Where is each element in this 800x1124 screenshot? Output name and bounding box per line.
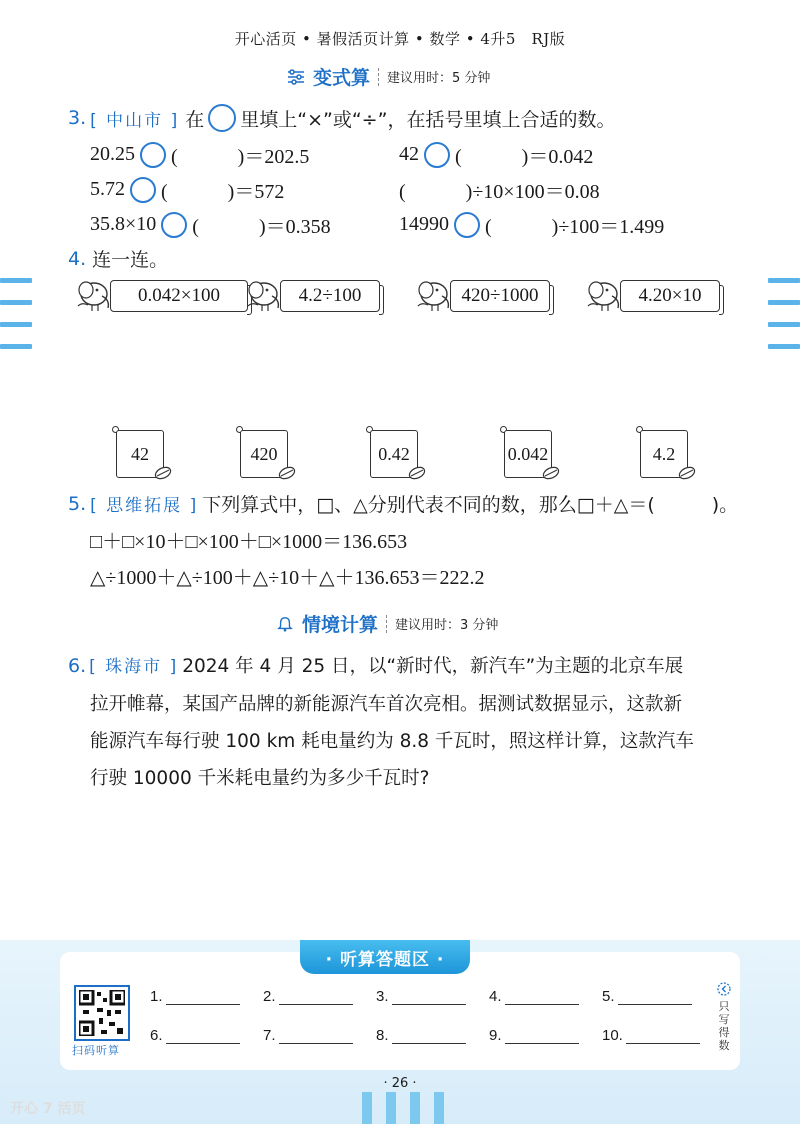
question-text-before: 在 <box>185 108 205 131</box>
equation-right: ( )＝0.042 <box>455 146 594 168</box>
blank-number: 1. <box>150 988 163 1005</box>
answer-blank[interactable] <box>263 1027 376 1044</box>
bell-icon <box>276 616 294 632</box>
blank-line <box>392 1028 466 1044</box>
operator-circle[interactable] <box>130 177 156 203</box>
answer-blank[interactable] <box>376 1027 489 1044</box>
equation-row2-a <box>90 175 284 204</box>
blank-line <box>279 1028 353 1044</box>
equation-right: ( )÷100＝1.499 <box>485 216 665 238</box>
equation-row1-b <box>399 140 593 169</box>
blank-number: 3. <box>376 988 389 1005</box>
blank-line <box>392 989 466 1005</box>
answer-box[interactable] <box>504 430 552 480</box>
question-number: 5. <box>68 492 87 515</box>
answer-value: 4.2 <box>640 430 688 478</box>
equation-right: ( )＝572 <box>161 181 285 203</box>
answer-blank[interactable] <box>376 988 489 1005</box>
answer-box[interactable] <box>240 430 288 480</box>
only-write-note: 只写得数 <box>718 1000 730 1052</box>
card-expression: 0.042×100 <box>110 280 248 312</box>
answer-value: 0.042 <box>504 430 552 478</box>
suggested-time: 建议用时：5 分钟 <box>387 71 491 86</box>
leaf-icon <box>408 466 426 480</box>
operator-circle[interactable] <box>424 142 450 168</box>
answer-blank[interactable] <box>489 988 602 1005</box>
operator-circle[interactable] <box>454 212 480 238</box>
blank-number: 7. <box>263 1027 276 1044</box>
question-4-stem <box>68 245 168 272</box>
blank-line <box>279 989 353 1005</box>
question-text: 下列算式中，□、△分别代表不同的数，那么□＋△＝( )。 <box>202 494 739 516</box>
question-text-after: 里填上“×”或“÷”，在括号里填上合适的数。 <box>240 108 616 131</box>
answer-blank[interactable] <box>602 1027 715 1044</box>
blank-number: 6. <box>150 1027 163 1044</box>
sliders-icon <box>287 69 305 85</box>
question-6-line3: 能源汽车每行驶 100 km 耗电量约为 8.8 千瓦时，照这样计算，这款汽车 <box>90 731 694 752</box>
blank-line <box>505 989 579 1005</box>
question-number: 3. <box>68 107 87 129</box>
answer-box[interactable] <box>370 430 418 480</box>
side-decoration-left <box>0 278 32 366</box>
question-text: 2024 年 4 月 25 日，以“新时代，新汽车”为主题的北京车展 <box>182 656 684 677</box>
equation-left: 20.25 <box>90 143 135 165</box>
blank-line <box>166 1028 240 1044</box>
page-number: · 26 · <box>383 1076 417 1091</box>
blank-line <box>626 1028 700 1044</box>
blank-line <box>166 989 240 1005</box>
question-6-line4: 行驶 10000 千米耗电量约为多少千瓦时? <box>90 768 430 789</box>
region-tag: [ 思维拓展 ] <box>90 496 199 516</box>
card-expression: 4.2÷100 <box>280 280 380 312</box>
question-text: 连一连。 <box>92 249 169 271</box>
qr-code[interactable] <box>74 985 130 1041</box>
equation-left: 35.8×10 <box>90 213 157 235</box>
qr-label: 扫码听算 <box>72 1044 120 1057</box>
blank-number: 2. <box>263 988 276 1005</box>
card-expression: 420÷1000 <box>450 280 550 312</box>
question-6-line2: 拉开帷幕，某国产品牌的新能源汽车首次亮相。据测试数据显示，这款新 <box>90 694 683 715</box>
divider <box>386 615 387 633</box>
equation-row3-a <box>90 210 331 239</box>
equation-left: 14990 <box>399 213 449 235</box>
side-decoration-right <box>768 278 800 366</box>
answer-row-1 <box>150 988 715 1005</box>
bottom-decoration <box>362 1092 444 1124</box>
blank-number: 8. <box>376 1027 389 1044</box>
question-5-stem <box>68 490 738 517</box>
equation-row1-a <box>90 140 309 169</box>
section-name: 情境计算 <box>302 614 379 636</box>
equation-right: ( )÷10×100＝0.08 <box>399 181 600 203</box>
region-tag: [ 珠海市 ] <box>89 657 179 677</box>
brand-logo: 开心 7 活页 <box>10 1101 86 1117</box>
operator-circle[interactable] <box>140 142 166 168</box>
equation-left: 5.72 <box>90 178 125 200</box>
operator-circle-sample <box>208 104 236 132</box>
equation-left: 42 <box>399 143 419 165</box>
answer-value: 0.42 <box>370 430 418 478</box>
answer-value: 42 <box>116 430 164 478</box>
answer-blank[interactable] <box>263 988 376 1005</box>
answer-blank[interactable] <box>489 1027 602 1044</box>
equation-right: ( )＝0.358 <box>192 216 331 238</box>
blank-line <box>505 1028 579 1044</box>
arrow-circle-icon <box>717 982 731 996</box>
suggested-time: 建议用时：3 分钟 <box>395 618 499 633</box>
question-number: 6. <box>68 655 87 677</box>
section-name: 变式算 <box>313 67 371 89</box>
equation-square: □＋□×10＋□×100＋□×1000＝136.653 <box>90 531 408 553</box>
blank-number: 10. <box>602 1027 623 1044</box>
question-6 <box>68 648 738 797</box>
answer-row-2 <box>150 1027 715 1044</box>
leaf-icon <box>154 466 172 480</box>
operator-circle[interactable] <box>161 212 187 238</box>
card-expression: 4.20×10 <box>620 280 720 312</box>
leaf-icon <box>278 466 296 480</box>
listen-area-title: · 听算答题区 · <box>300 940 470 974</box>
equation-triangle: △÷1000＋△÷100＋△÷10＋△＋136.653＝222.2 <box>90 567 485 589</box>
blank-number: 9. <box>489 1027 502 1044</box>
answer-blank[interactable] <box>150 1027 263 1044</box>
question-number: 4. <box>68 247 87 270</box>
answer-box[interactable] <box>116 430 164 480</box>
section-title-context <box>276 610 498 637</box>
answer-blank[interactable] <box>602 988 715 1005</box>
equation-right: ( )＝202.5 <box>171 146 310 168</box>
answer-value: 420 <box>240 430 288 478</box>
equation-row3-b <box>399 210 664 239</box>
leaf-icon <box>542 466 560 480</box>
answer-box[interactable] <box>640 430 688 480</box>
section-title-variant <box>287 63 490 90</box>
qr-code-icon <box>79 990 125 1036</box>
blank-number: 4. <box>489 988 502 1005</box>
page-header: 开心活页 • 暑假活页计算 • 数学 • 4升5 RJ版 <box>234 30 566 48</box>
leaf-icon <box>678 466 696 480</box>
answer-blank[interactable] <box>150 988 263 1005</box>
equation-row2-b <box>399 175 600 204</box>
question-6-line1 <box>68 648 738 686</box>
blank-line <box>618 989 692 1005</box>
divider <box>378 68 379 86</box>
blank-number: 5. <box>602 988 615 1005</box>
region-tag: [ 中山市 ] <box>90 110 180 131</box>
question-3-stem <box>68 104 615 132</box>
